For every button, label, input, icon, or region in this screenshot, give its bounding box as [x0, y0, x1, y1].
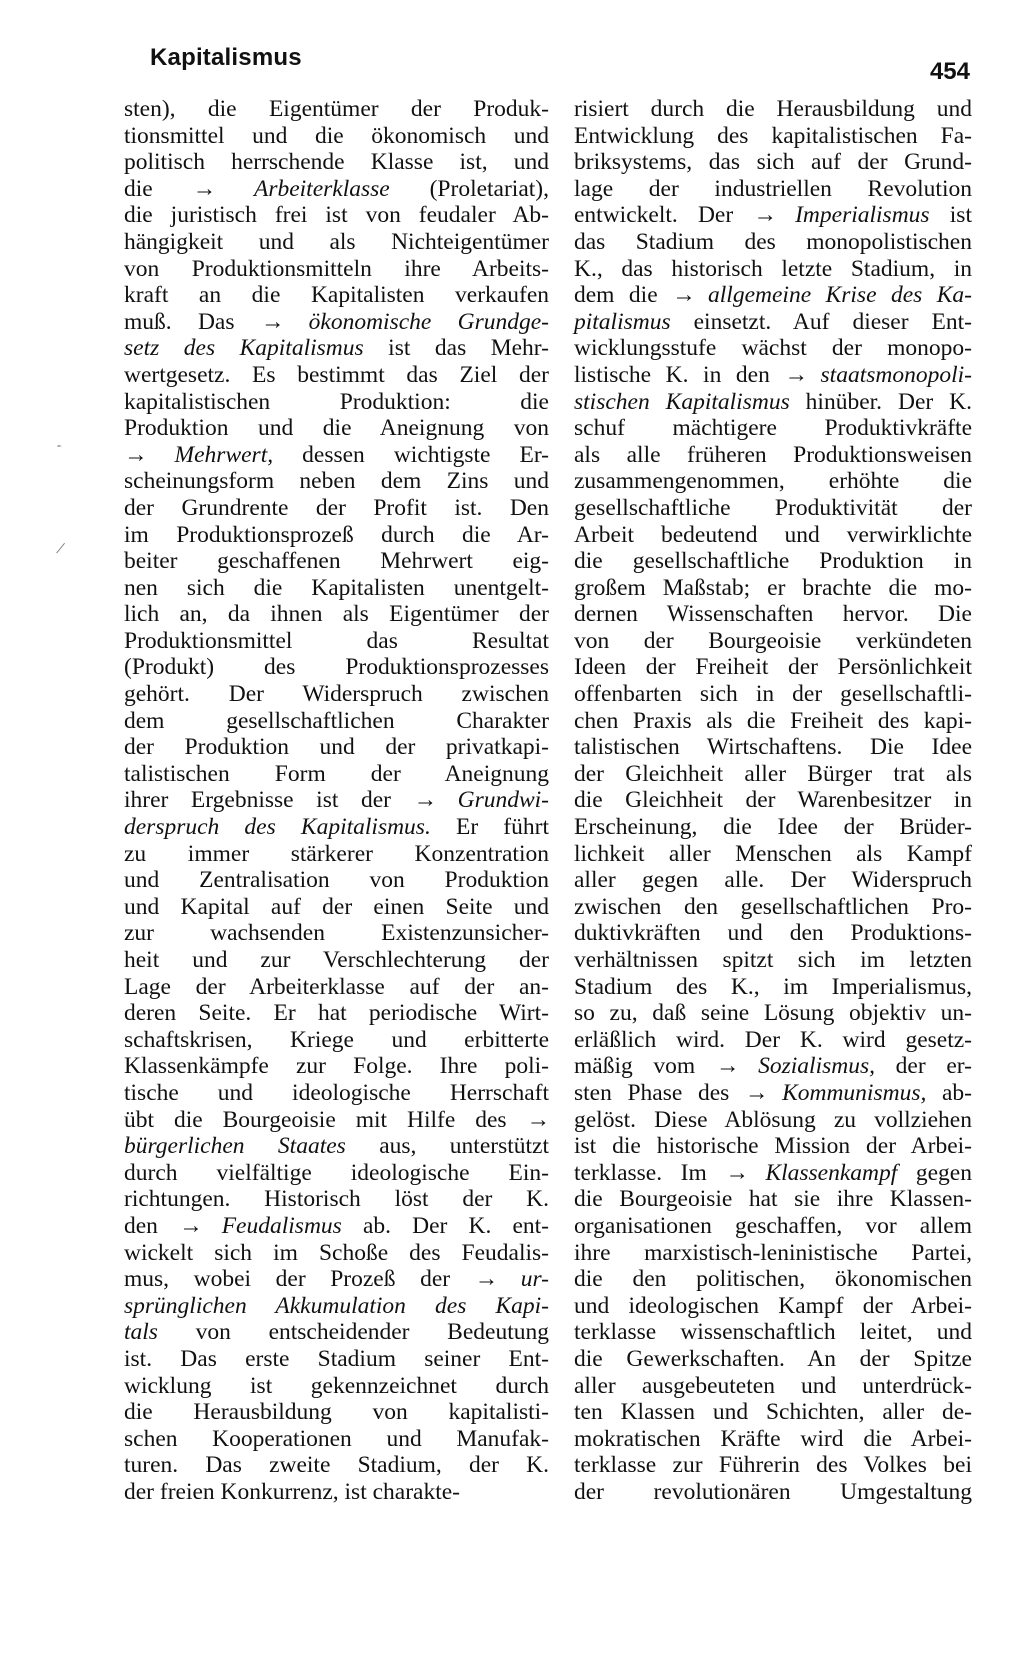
text-line — [124, 1053, 549, 1080]
text-run: sten), die Eigentümer der Produk- — [124, 96, 549, 122]
text-line — [574, 1346, 972, 1373]
text-run: der er- — [874, 1053, 972, 1080]
text-line — [124, 1000, 549, 1027]
cross-reference-term: bürgerlichen Staates — [124, 1133, 346, 1160]
text-line — [574, 1293, 972, 1320]
text-run: listische K. in den — [574, 361, 785, 388]
text-column-left — [124, 96, 549, 1505]
text-run: risiert durch die Herausbildung und — [574, 96, 972, 122]
text-run: gesellschaftliche Produktivität der — [574, 494, 972, 521]
text-run: und Kapital auf der einen Seite und — [124, 893, 549, 920]
text-line — [574, 867, 972, 894]
text-run: Klassenkämpfe zur Folge. Ihre poli- — [124, 1053, 549, 1080]
cross-reference-term: pitalismus — [574, 308, 671, 335]
text-line — [574, 123, 972, 150]
text-line — [574, 415, 972, 442]
text-run: dem die — [574, 282, 673, 309]
text-run: offenbarten sich in der gesellschaftli- — [574, 681, 972, 708]
text-run: heit und zur Verschlechterung der — [124, 947, 549, 973]
text-line — [574, 1133, 972, 1160]
text-run: von entscheidender Bedeutung — [157, 1319, 549, 1346]
text-line — [124, 1479, 549, 1506]
text-run: ist. Das erste Stadium seiner Ent- — [124, 1345, 549, 1372]
text-run: der Produktion und der privatkapi- — [124, 734, 549, 761]
text-line — [574, 1107, 972, 1134]
text-line — [574, 654, 972, 681]
text-run: als alle früheren Produktionsweisen — [574, 441, 972, 468]
text-line — [574, 282, 972, 309]
text-run: ten Klassen und Schichten, aller de- — [574, 1399, 972, 1426]
text-line — [124, 575, 549, 602]
text-line — [124, 1240, 549, 1267]
text-line — [124, 947, 549, 974]
cross-reference-term: Kommunismus, — [782, 1079, 927, 1106]
text-line — [124, 1426, 549, 1453]
text-line — [124, 867, 549, 894]
text-line — [574, 176, 972, 203]
text-line — [124, 1293, 549, 1320]
cross-reference-term: Mehrwert, — [174, 441, 274, 468]
text-run: übt die Bourgeoisie mit Hilfe des — [124, 1106, 527, 1133]
text-line — [574, 362, 972, 389]
cross-reference-term: ökonomische Grundge- — [308, 308, 550, 335]
text-line — [124, 1399, 549, 1426]
text-line — [574, 442, 972, 469]
cross-reference-arrow: → — [474, 1266, 521, 1293]
page-number: 454 — [929, 58, 970, 85]
text-run: ab. Der K. ent- — [341, 1212, 549, 1239]
text-run: mäßig vom — [574, 1053, 716, 1080]
cross-reference-term: Sozialismus, — [758, 1053, 875, 1080]
text-line — [574, 761, 972, 788]
text-line — [574, 1373, 972, 1400]
text-run: wicklungsstufe wächst der monopo- — [574, 335, 972, 362]
text-run: gegen — [897, 1159, 972, 1186]
text-run: dessen wichtigste Er- — [273, 441, 550, 468]
text-run: gelöst. Diese Ablösung zu vollziehen — [574, 1106, 972, 1133]
text-line — [124, 841, 549, 868]
text-run: richtungen. Historisch löst der K. — [124, 1186, 549, 1213]
text-run: Er führt — [430, 814, 549, 841]
text-line — [124, 761, 549, 788]
text-line — [574, 920, 972, 947]
text-line — [124, 1213, 549, 1240]
text-run: Produktionsmittel das Resultat — [124, 627, 549, 654]
text-run: von der Bourgeoisie verkündeten — [574, 627, 972, 654]
text-run: talistischen Form der Aneignung — [124, 760, 549, 787]
text-run: hinüber. Der K. — [789, 388, 973, 415]
text-line — [124, 814, 549, 841]
text-line — [574, 335, 972, 362]
text-run: schen Kooperationen und Manufak- — [124, 1425, 549, 1452]
cross-reference-term: sprünglichen Akkumulation des Kapi- — [124, 1292, 549, 1319]
page-header — [150, 44, 970, 84]
text-line — [124, 1266, 549, 1293]
cross-reference-arrow: → — [260, 308, 309, 335]
text-run: sten Phase des — [574, 1079, 745, 1106]
cross-reference-term: setz des Kapitalismus — [124, 335, 364, 362]
text-line — [124, 1027, 549, 1054]
cross-reference-term: Imperialismus — [795, 202, 930, 229]
text-run: lich an, da ihnen als Eigentümer der — [124, 601, 549, 628]
text-line — [124, 654, 549, 681]
text-run: wertgesetz. Es bestimmt das Ziel der — [124, 361, 549, 388]
text-line — [574, 1319, 972, 1346]
text-line — [574, 575, 972, 602]
text-line — [574, 894, 972, 921]
text-run: zur wachsenden Existenzunsicher- — [124, 920, 549, 947]
text-line — [574, 1426, 972, 1453]
text-run: turen. Das zweite Stadium, der K. — [124, 1452, 549, 1479]
text-line — [124, 628, 549, 655]
text-run: der revolutionären Umgestaltung — [574, 1478, 972, 1505]
cross-reference-arrow: → — [179, 1212, 222, 1239]
text-run: den — [124, 1212, 180, 1239]
text-run: aus, unterstützt — [345, 1133, 550, 1160]
cross-reference-arrow: → — [784, 361, 821, 388]
cross-reference-arrow: → — [124, 441, 175, 468]
text-run: erläßlich wird. Der K. wird gesetz- — [574, 1026, 972, 1053]
text-line — [124, 1186, 549, 1213]
text-line — [124, 1346, 549, 1373]
text-run: von Produktionsmitteln ihre Arbeits- — [124, 255, 549, 282]
text-run: die gesellschaftliche Produktion in — [574, 548, 972, 575]
text-line — [574, 256, 972, 283]
text-run: so zu, daß seine Lösung objektiv un- — [574, 1000, 972, 1027]
text-run: Stadium des K., im Imperialismus, — [574, 973, 972, 1000]
text-run: im Produktionsprozeß durch die Ar- — [124, 521, 549, 548]
text-run: deren Seite. Er hat periodische Wirt- — [124, 1000, 549, 1027]
text-line — [574, 1000, 972, 1027]
text-line — [574, 814, 972, 841]
text-run: mokratischen Kräfte wird die Arbei- — [574, 1425, 972, 1452]
text-line — [574, 1186, 972, 1213]
text-run: Produktion und die Aneignung von — [124, 415, 549, 442]
cross-reference-term: tals — [124, 1319, 158, 1346]
cross-reference-arrow: → — [744, 1079, 783, 1106]
text-line — [574, 787, 972, 814]
text-line — [124, 362, 549, 389]
text-run: kapitalistischen Produktion: die — [124, 388, 549, 415]
text-line — [124, 734, 549, 761]
text-line — [124, 229, 549, 256]
text-run: scheinungsform neben dem Zins und — [124, 468, 549, 495]
text-line — [124, 202, 549, 229]
text-line — [574, 96, 972, 123]
text-run: entwickelt. Der — [574, 202, 754, 229]
text-line — [124, 1373, 549, 1400]
text-run: zusammengenommen, erhöhte die — [574, 468, 972, 495]
text-run: wickelt sich im Schoße des Feudalis- — [124, 1239, 549, 1266]
cross-reference-term: Feudalismus — [221, 1212, 342, 1239]
cross-reference-term: Arbeiterklasse — [253, 175, 390, 202]
text-run: lage der industriellen Revolution — [574, 175, 972, 202]
cross-reference-arrow: → — [753, 202, 796, 229]
text-run: ihrer Ergebnisse ist der — [124, 787, 414, 814]
text-run: duktivkräften und den Produktions- — [574, 920, 972, 947]
text-run: mus, wobei der Prozeß der — [124, 1266, 475, 1293]
text-run: hängigkeit und als Nichteigentümer — [124, 228, 549, 255]
text-line — [574, 229, 972, 256]
text-line — [124, 708, 549, 735]
text-run: (Produkt) des Produktionsprozesses — [124, 654, 549, 681]
text-line — [124, 787, 549, 814]
margin-pencil-mark: / — [54, 537, 67, 559]
text-line — [574, 1240, 972, 1267]
text-run: durch vielfältige ideologische Ein- — [124, 1159, 549, 1186]
cross-reference-term: stischen Kapitalismus — [574, 388, 790, 415]
text-run: einsetzt. Auf dieser Ent- — [670, 308, 972, 335]
text-run: die juristisch frei ist von feudaler Ab- — [124, 202, 549, 229]
text-run: schaftskrisen, Kriege und erbitterte — [124, 1026, 549, 1053]
text-line — [124, 974, 549, 1001]
text-run: (Proletariat), — [389, 175, 549, 202]
text-line — [124, 1080, 549, 1107]
text-line — [574, 149, 972, 176]
text-line — [574, 601, 972, 628]
text-line — [574, 681, 972, 708]
text-run: Lage der Arbeiterklasse auf der an- — [124, 973, 549, 1000]
text-run: ist das Mehr- — [363, 335, 549, 362]
text-line — [574, 548, 972, 575]
text-run: Arbeit bedeutend und verwirklichte — [574, 521, 972, 548]
text-run: Erscheinung, die Idee der Brüder- — [574, 814, 972, 841]
text-line — [124, 442, 549, 469]
text-run: ab- — [926, 1079, 972, 1106]
cross-reference-term: derspruch des Kapitalismus. — [124, 814, 431, 841]
text-run: die Gewerkschaften. An der Spitze — [574, 1345, 972, 1372]
text-line — [574, 522, 972, 549]
text-line — [124, 149, 549, 176]
text-line — [124, 920, 549, 947]
text-line — [124, 522, 549, 549]
cross-reference-term: Klassenkampf — [765, 1159, 898, 1186]
text-line — [574, 468, 972, 495]
text-line — [574, 495, 972, 522]
text-line — [124, 1452, 549, 1479]
running-head: Kapitalismus — [150, 44, 302, 71]
text-run: die Gleichheit der Warenbesitzer in — [574, 787, 972, 814]
text-line — [124, 176, 549, 203]
text-line — [574, 1053, 972, 1080]
text-run: Ideen der Freiheit der Persönlichkeit — [574, 654, 972, 681]
text-line — [124, 468, 549, 495]
text-run: dernen Wissenschaften hervor. Die — [574, 601, 972, 628]
text-line — [574, 708, 972, 735]
text-run: beiter geschaffenen Mehrwert eig- — [124, 548, 549, 575]
text-run: der Gleichheit aller Bürger trat als — [574, 760, 972, 787]
text-line — [574, 1452, 972, 1479]
cross-reference-term: allgemeine Krise des Ka- — [708, 282, 972, 309]
text-line — [574, 1399, 972, 1426]
text-line — [124, 601, 549, 628]
text-run: ihre marxistisch-leninistische Partei, — [574, 1239, 972, 1266]
text-line — [574, 841, 972, 868]
text-line — [124, 495, 549, 522]
text-line — [124, 309, 549, 336]
text-run: K., das historisch letzte Stadium, in — [574, 255, 972, 282]
text-run: gehört. Der Widerspruch zwischen — [124, 681, 549, 708]
text-run: ist — [929, 202, 972, 229]
text-line — [574, 947, 972, 974]
cross-reference-term: Grundwi- — [457, 787, 550, 814]
text-run: aller ausgebeuteten und unterdrück- — [574, 1372, 972, 1399]
text-run: wicklung ist gekennzeichnet durch — [124, 1372, 549, 1399]
cross-reference-arrow: → — [672, 282, 709, 309]
cross-reference-arrow: → — [526, 1106, 549, 1133]
text-run: die — [124, 175, 193, 202]
cross-reference-arrow: → — [715, 1053, 759, 1080]
text-run: nen sich die Kapitalisten unentgelt- — [124, 574, 549, 601]
text-run: die Bourgeoisie hat sie ihre Klassen- — [574, 1186, 972, 1213]
text-line — [124, 123, 549, 150]
text-run: kraft an die Kapitalisten verkaufen — [124, 282, 549, 309]
text-run: muß. Das — [124, 308, 261, 335]
text-run: terklasse zur Führerin des Volkes bei — [574, 1452, 972, 1479]
text-line — [124, 96, 549, 123]
text-line — [574, 1027, 972, 1054]
text-run: die Herausbildung von kapitalisti- — [124, 1399, 549, 1426]
text-line — [124, 894, 549, 921]
text-line — [124, 1107, 549, 1134]
text-line — [124, 335, 549, 362]
text-run: das Stadium des monopolistischen — [574, 228, 972, 255]
margin-pencil-mark: ˋ — [53, 440, 72, 460]
text-run: großem Maßstab; er brachte die mo- — [574, 574, 972, 601]
text-run: schuf mächtigere Produktivkräfte — [574, 415, 972, 442]
cross-reference-arrow: → — [725, 1159, 766, 1186]
cross-reference-arrow: → — [192, 175, 254, 202]
text-line — [124, 415, 549, 442]
text-line — [124, 1319, 549, 1346]
text-line — [574, 1080, 972, 1107]
cross-reference-term: ur- — [520, 1266, 550, 1293]
text-line — [574, 734, 972, 761]
text-run: der freien Konkurrenz, ist charakte- — [124, 1478, 461, 1505]
text-line — [124, 389, 549, 416]
text-run: terklasse. Im — [574, 1159, 726, 1186]
text-line — [124, 1160, 549, 1187]
text-run: lichkeit aller Menschen als Kampf — [574, 840, 972, 867]
text-run: dem gesellschaftlichen Charakter — [124, 707, 549, 734]
text-line — [574, 1160, 972, 1187]
text-run: verhältnissen spitzt sich im letzten — [574, 947, 972, 973]
text-run: chen Praxis als die Freiheit des kapi- — [574, 707, 972, 734]
text-run: und ideologischen Kampf der Arbei- — [574, 1292, 972, 1319]
text-line — [124, 1133, 549, 1160]
text-run: briksystems, das sich auf der Grund- — [574, 149, 972, 176]
text-run: politisch herrschende Klasse ist, und — [124, 149, 549, 176]
text-run: die den politischen, ökonomischen — [574, 1266, 972, 1293]
text-run: tionsmittel und die ökonomisch und — [124, 122, 549, 149]
text-line — [574, 1479, 972, 1506]
text-run: terklasse wissenschaftlich leitet, und — [574, 1319, 972, 1346]
text-line — [574, 1266, 972, 1293]
cross-reference-arrow: → — [413, 787, 458, 814]
text-column-right — [574, 96, 972, 1505]
text-line — [124, 282, 549, 309]
text-line — [574, 309, 972, 336]
text-run: tische und ideologische Herrschaft — [124, 1079, 549, 1106]
text-run: zu immer stärkerer Konzentration — [124, 840, 549, 867]
text-run: aller gegen alle. Der Widerspruch — [574, 867, 972, 894]
text-line — [574, 628, 972, 655]
cross-reference-term: staatsmonopoli- — [820, 361, 972, 388]
text-run: und Zentralisation von Produktion — [124, 867, 549, 894]
text-line — [574, 974, 972, 1001]
text-line — [574, 389, 972, 416]
text-line — [124, 548, 549, 575]
text-line — [574, 202, 972, 229]
text-line — [574, 1213, 972, 1240]
text-run: talistischen Wirtschaftens. Die Idee — [574, 734, 972, 761]
text-run: ist die historische Mission der Arbei- — [574, 1133, 972, 1160]
text-run: zwischen den gesellschaftlichen Pro- — [574, 893, 972, 920]
text-run: Entwicklung des kapitalistischen Fa- — [574, 122, 972, 149]
text-line — [124, 256, 549, 283]
text-run: der Grundrente der Profit ist. Den — [124, 494, 549, 521]
text-run: organisationen geschaffen, vor allem — [574, 1212, 972, 1239]
text-line — [124, 681, 549, 708]
